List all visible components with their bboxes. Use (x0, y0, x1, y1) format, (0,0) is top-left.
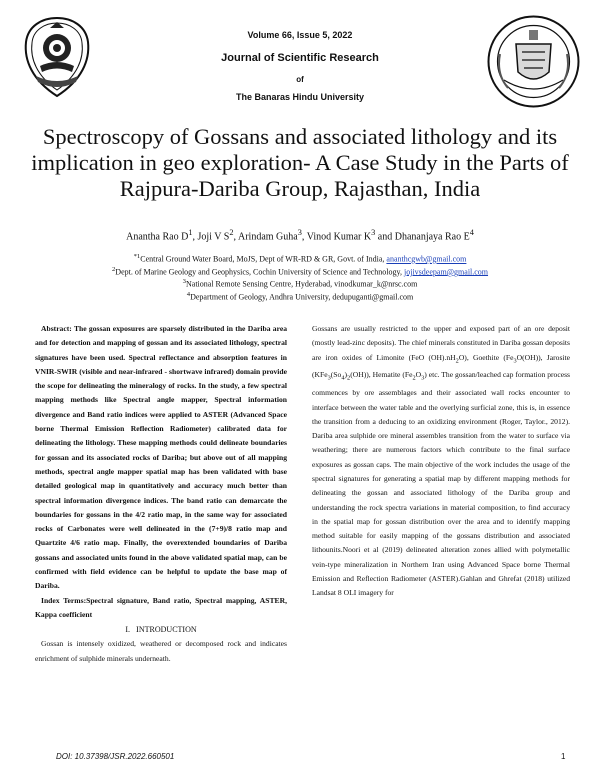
intro-paragraph: Gossan is intensely oxidized, weathered or decomposed rock and indicates enrichment of sulphide minerals underneath. (35, 639, 287, 663)
text-run: ) etc. The gossan/leached cap formation process commences by ore assemblages and their associated wall rocks encounter to interface between the water table and the overlying surficial zone, this is, in essence the transition from a deducing to an oxidizing environment (Roger, Taylor., 2012). Dariba area sulphide ore mineral assembles transition from the water to surface via weathering; there are numerous factors which contribute to the final surface exposures as gossan caps. The main objective of the work includes the usage of the spectral signatures for generating a spatial map by different mapping methods for delineating the gossan and associated lithology of the Dariba group and understanding the rock spectra variations in material composition, to find accuracy in the spatial map for gossan distribution over the area and to identify mapping method suitable for easily mapping of the gossans distribution and associated lithounits.Noori et al (2019) delineated alteration zones allied with polymetallic vein-type mineralization in Northern Iran using Advanced Space borne Thermal Emission and Reflection Radiometer (ASTER).Gahlan and Ghrefat (2018) utilized Landsat 8 OLI imagery for (312, 370, 570, 598)
doi: DOI: 10.37398/JSR.2022.660501 (56, 752, 175, 761)
text-run: O(OH)), Jarosite (KFe (312, 352, 570, 380)
journal-name: Journal of Scientific Research (221, 52, 379, 64)
author-name: Joji V S (197, 231, 230, 243)
faculty-of-science-crest-icon (486, 14, 581, 109)
right-column (312, 322, 570, 601)
section-number: I. (125, 625, 131, 635)
text-run: Gossans are usually restricted to the upper and exposed part of an ore deposit (mostly lead-zinc deposits). The chief minerals constituted in Dariba gossan deposits are iron oxides of Limonite (FeO (OH).nH (312, 324, 570, 362)
page-number: 1 (561, 752, 566, 761)
affiliation-line (30, 277, 570, 290)
index-terms-label: Index Terms: (41, 595, 87, 605)
section-heading (35, 622, 287, 637)
author-sup: 3 (371, 228, 376, 237)
author-sup: 2 (229, 228, 234, 237)
author-conjunction: and (377, 231, 393, 243)
subscript: 2 (412, 374, 416, 382)
index-terms (35, 594, 287, 623)
author-name: Dhananjaya Rao E (394, 231, 470, 243)
author-list: Anantha Rao $D^1$, Joji V $S^2$, Arindam Guha$^3$, Vinod Kumar $K^3$ and Dhananjaya Rao $E^4$ (126, 228, 474, 243)
subscript: 3 (513, 357, 517, 365)
intro-continued (312, 322, 570, 601)
subscript: 4 (341, 374, 345, 382)
aff-text: Department of Geology, Andhra University, dedupuganti@gmail.com (190, 292, 414, 302)
text-run: (OH)), Hematite (Fe (350, 370, 413, 380)
abstract-label: Abstract: (41, 324, 72, 333)
affiliations (30, 252, 570, 303)
email-link[interactable]: jojivsdeepam@gmail.com (404, 267, 489, 277)
university-name: The Banaras Hindu University (235, 92, 365, 102)
text-run: (So (330, 370, 342, 380)
abstract (35, 322, 287, 594)
index-terms-text: Spectral signature, Band ratio, Spectral mapping, ASTER, Kappa coefficient (35, 595, 287, 619)
author-name: Arindam Guha (238, 231, 298, 243)
aff-sup: 2 (111, 265, 116, 273)
author-sup: 1 (188, 228, 193, 237)
author-name: Anantha Rao D (126, 231, 189, 243)
text-run: O (415, 370, 422, 380)
text-run: O), Goethite (Fe (458, 352, 514, 362)
aff-text: National Remote Sensing Centre, Hyderabad, vinodkumar_k@nrsc.com (186, 279, 418, 289)
aff-sup: 4 (186, 290, 191, 298)
abstract-text: The gossan exposures are sparsely distributed in the Dariba area and for detection and mapping of gossan and its associated lithology, spectral signatures have been used. Spectral reflectance and absorption features in VNIR-SWIR (visible and near-infrared - shortwave infrared) domain provide the scope for delineating the mineralogy of rocks. In the study, a few spectral mapping methods like Spectral angle mapper, Spectral information divergence and Band ratio indices were applied to ASTER (Advanced Space borne Thermal Emission Reflection Radiometer) calibrated data for delineating the lithology. These mapping methods could delineate boundaries for gossan and its associated rocks of Dariba; but above out of all mapping methods, spectral angle mapper spatial map has been validated with base detailed geological map in quantitatively and accuracy much better than spectral information divergence indices. The band ratio can demarcate the boundaries for gossans in the 4/2 ratio map, in the same way for associated rocks of Carbonates were well delineated in the (7+9)/8 ratio map and Quartzite 4/6 ratio map. Finally, the overextended boundaries of Dariba gossans and associated units found in the above validated spatial map, can be confirmed with field evidence can be helpful to update the base map of Dariba. (35, 324, 287, 591)
volume-issue: Volume 66, Issue 5, 2022 (247, 30, 353, 40)
text-run: ) (344, 370, 348, 380)
author-sup: 4 (469, 228, 474, 237)
subscript: 3 (327, 374, 331, 382)
section-title: NTRODUCTION (138, 625, 197, 635)
email-link[interactable]: ananthcgwb@gmail.com (386, 254, 467, 264)
bhu-seal-icon (20, 14, 94, 100)
aff-sup: 3 (182, 278, 186, 286)
aff-sup: *1 (133, 253, 141, 260)
subscript: 2 (347, 374, 351, 382)
left-column (35, 322, 287, 666)
paper-title: Spectroscopy of Gossans and associated lithology and its implication in geo exploration- A Case Study in the Parts of Rajpura-Dariba Group, Rajasthan, India (31, 124, 569, 201)
aff-text: Dept. of Marine Geology and Geophysics, Cochin University of Science and Technology, (115, 267, 403, 277)
author-name: Vinod Kumar K (306, 231, 372, 243)
masthead-of: of (296, 75, 304, 84)
affiliation-line (30, 252, 570, 265)
subscript: 2 (455, 357, 459, 365)
affiliation-line (30, 290, 570, 303)
author-sup: 3 (297, 228, 302, 237)
affiliation-line (30, 265, 570, 278)
aff-text: Central Ground Water Board, MoJS, Dept of WR-RD & GR, Govt. of India, (140, 254, 385, 264)
subscript: 3 (421, 374, 425, 382)
section-initial: I (136, 624, 139, 635)
